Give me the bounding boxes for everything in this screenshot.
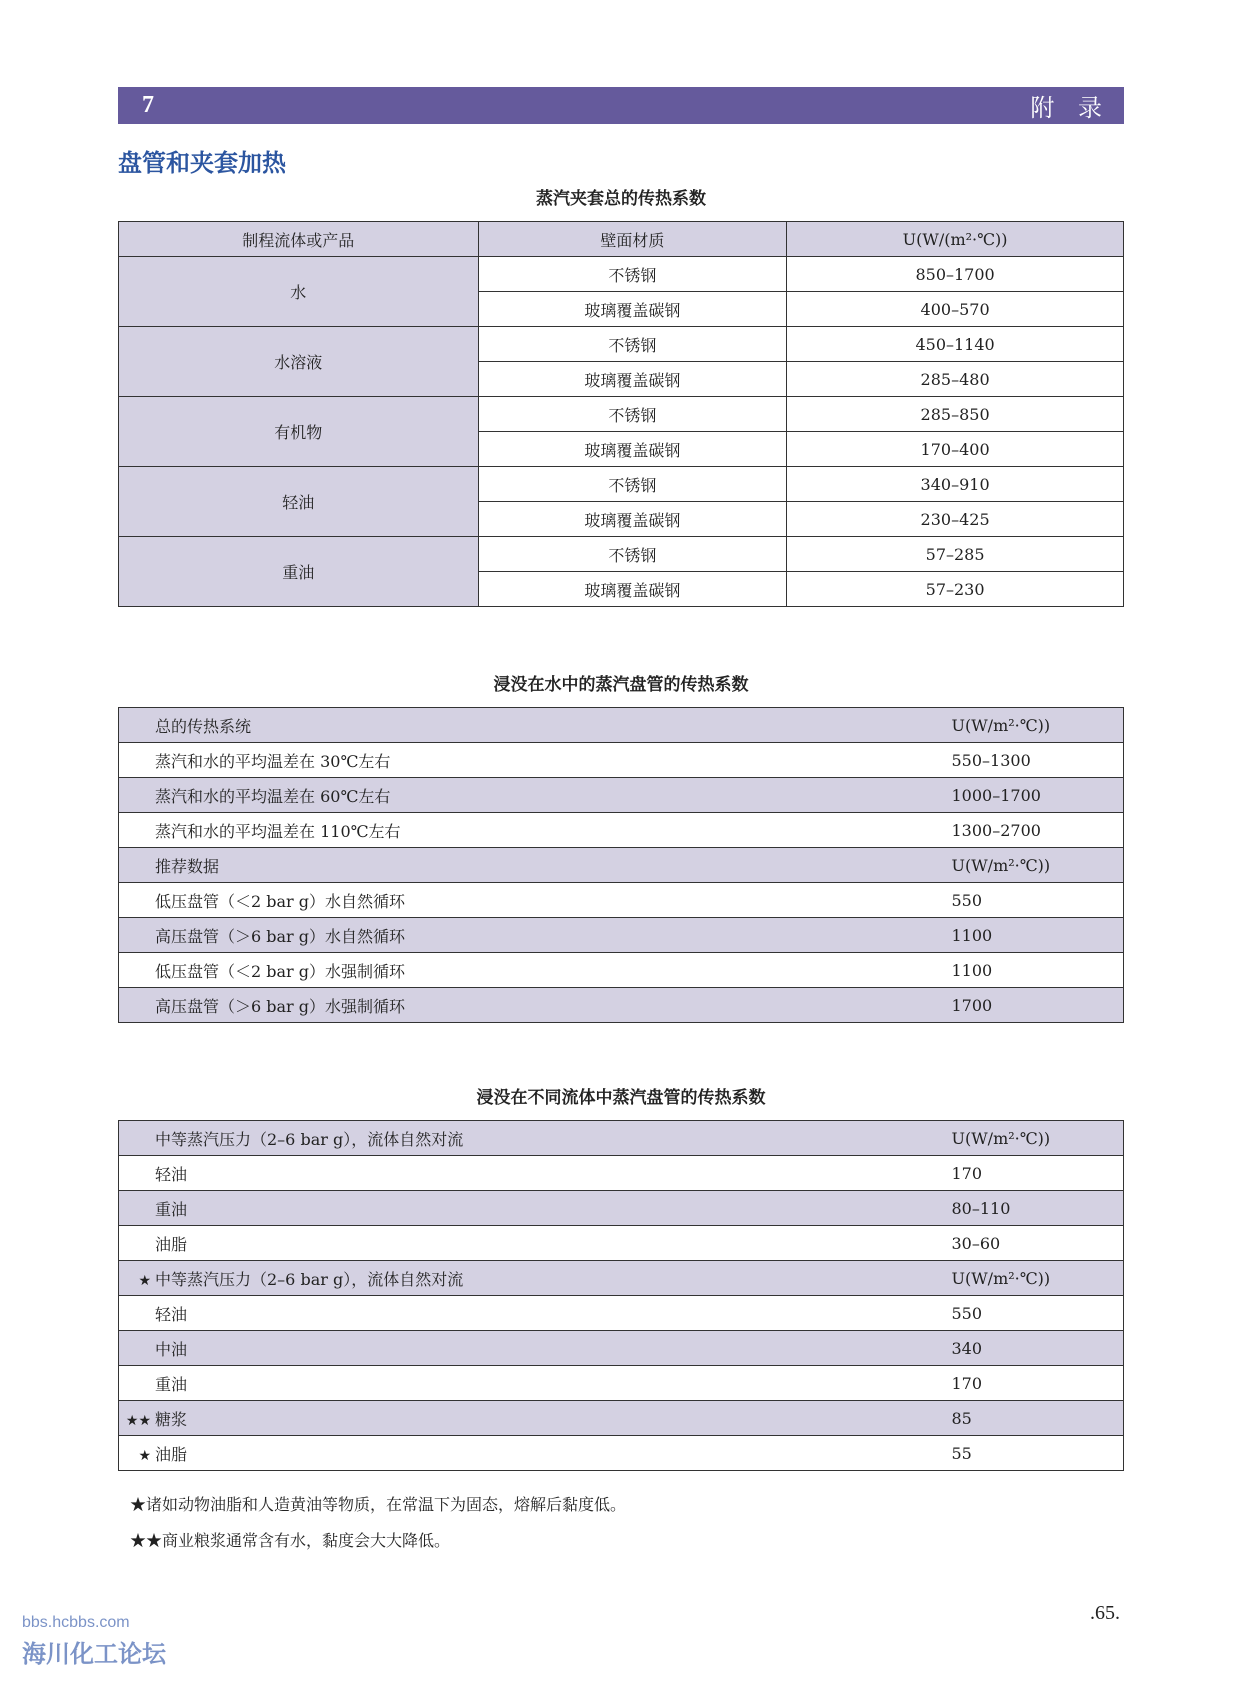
u-value-cell: U(W/m²·℃)) [952,1261,1124,1296]
u-value-cell: 550 [951,1303,983,1323]
row-label-text: 蒸汽和水的平均温差在 30℃左右 [155,751,391,771]
row-label-text: 低压盘管（＜2 bar g）水自然循环 [155,891,406,911]
watermark-name: 海川化工论坛 [22,1640,166,1668]
u-value-cell: 170 [951,1373,983,1393]
material-cell: 玻璃覆盖碳钢 [478,292,787,327]
footnote-2: ★★商业粮浆通常含有水，黏度会大大降低。 [130,1531,451,1550]
material-cell: 玻璃覆盖碳钢 [478,362,787,397]
row-label [119,813,952,848]
table-row [119,397,1124,432]
section-title: 盘管和夹套加热 [118,149,286,177]
table-row [119,1401,1124,1436]
u-value-cell: 80–110 [952,1191,1124,1226]
fluid-cell: 轻油 [119,467,479,537]
row-label-text: 糖浆 [155,1409,188,1429]
row-label-text: 重油 [155,1374,188,1394]
marker-text: ★ [138,1272,151,1289]
row-label [119,1366,952,1401]
water-coil-table [118,707,1124,1023]
row-label-text: 轻油 [155,1164,188,1184]
marker-text: ★ [138,1447,151,1464]
u-value-cell: 285–480 [787,362,1124,397]
row-label-text: 总的传热系统 [155,716,252,736]
row-label [119,1121,952,1156]
column-header: 制程流体或产品 [119,222,479,257]
fluid-cell: 水 [119,257,479,327]
u-value-cell: 30–60 [951,1233,1001,1253]
table-row [119,988,1124,1023]
row-label-text: 重油 [155,1199,188,1219]
row-label [119,1226,952,1261]
row-label-text: 中等蒸汽压力（2–6 bar g），流体自然对流 [155,1129,464,1149]
table1-caption: 蒸汽夹套总的传热系数 [536,189,706,209]
fluid-cell: 重油 [119,537,479,607]
u-value-cell: 57–230 [787,572,1124,607]
marker-text: ★★ [125,1412,151,1429]
row-label [119,743,952,778]
u-value-cell: 850–1700 [787,257,1124,292]
row-label-text: 中等蒸汽压力（2–6 bar g），流体自然对流 [155,1269,464,1289]
u-value-cell: 55 [951,1443,972,1463]
table-row [119,1121,1124,1156]
u-value-cell: 230–425 [787,502,1124,537]
table-row [119,848,1124,883]
u-value-cell: 170 [951,1163,983,1183]
page-number: .65. [1090,1602,1120,1624]
chapter-header-bar [118,87,1124,124]
row-label-text: 高压盘管（＞6 bar g）水自然循环 [155,926,406,946]
u-value-cell: U(W/m²·℃)) [952,708,1124,743]
table-row [119,1436,1124,1471]
fluid-cell: 水溶液 [119,327,479,397]
u-value-cell: 57–285 [787,537,1124,572]
material-cell: 不锈钢 [478,397,787,432]
table-row [119,1331,1124,1366]
material-cell: 玻璃覆盖碳钢 [478,432,787,467]
row-label [119,778,952,813]
jacket-table [118,221,1124,607]
footnote-1: ★诸如动物油脂和人造黄油等物质，在常温下为固态，熔解后黏度低。 [130,1495,627,1514]
row-label [119,1331,952,1366]
row-label-text: 低压盘管（＜2 bar g）水强制循环 [155,961,406,981]
u-value-cell: 450–1140 [787,327,1124,362]
table-row [119,918,1124,953]
material-cell: 不锈钢 [478,467,787,502]
table-row [119,1156,1124,1191]
column-header: U(W/(m²·℃)) [787,222,1124,257]
u-value-cell: 400–570 [787,292,1124,327]
table-row [119,743,1124,778]
header-row [119,222,1124,257]
u-value-cell: 1100 [951,960,993,980]
material-cell: 不锈钢 [478,327,787,362]
u-value-cell: 1000–1700 [952,778,1124,813]
row-label-text: 推荐数据 [155,856,220,876]
column-header: 壁面材质 [478,222,787,257]
material-cell: 玻璃覆盖碳钢 [478,572,787,607]
material-cell: 不锈钢 [478,257,787,292]
row-label-text: 油脂 [155,1444,188,1464]
u-value-cell: U(W/m²·℃)) [952,848,1124,883]
u-value-cell: 340 [952,1331,1124,1366]
u-value-cell: 1300–2700 [951,820,1041,840]
u-value-cell: 170–400 [787,432,1124,467]
u-value-cell: 285–850 [787,397,1124,432]
row-label-text: 中油 [155,1339,188,1359]
table-row [119,537,1124,572]
u-value-cell: 550 [951,890,983,910]
table-row [119,708,1124,743]
row-label-text: 轻油 [155,1304,188,1324]
table2-caption: 浸没在水中的蒸汽盘管的传热系数 [493,675,749,695]
table-row [119,778,1124,813]
row-label-text: 蒸汽和水的平均温差在 60℃左右 [155,786,391,806]
material-cell: 玻璃覆盖碳钢 [478,502,787,537]
u-value-cell: U(W/m²·℃)) [952,1121,1124,1156]
u-value-cell: 550–1300 [951,750,1031,770]
row-label-text: 高压盘管（＞6 bar g）水强制循环 [155,996,406,1016]
row-label-text: 蒸汽和水的平均温差在 110℃左右 [155,821,401,841]
row-label [119,848,952,883]
row-label [119,988,952,1023]
table3-caption: 浸没在不同流体中蒸汽盘管的传热系数 [476,1088,766,1108]
table-row [119,1366,1124,1401]
fluid-coil-table [118,1120,1124,1471]
watermark-url: bbs.hcbbs.com [22,1614,130,1631]
u-value-cell: 85 [952,1401,1124,1436]
row-label [119,883,952,918]
row-label [119,1261,952,1296]
table-row [119,1226,1124,1261]
row-label [119,708,952,743]
chapter-number: 7 [142,92,154,118]
material-cell: 不锈钢 [478,537,787,572]
table-row [119,257,1124,292]
table-row [119,1261,1124,1296]
row-label [119,1436,952,1471]
table-row [119,813,1124,848]
section-label: 附 录 [1030,94,1110,122]
row-label [119,953,952,988]
table-row [119,467,1124,502]
u-value-cell: 340–910 [787,467,1124,502]
row-label [119,918,952,953]
row-label [119,1296,952,1331]
table-row [119,953,1124,988]
table-row [119,1296,1124,1331]
u-value-cell: 1700 [952,988,1124,1023]
table-row [119,327,1124,362]
table-row [119,883,1124,918]
row-label [119,1156,952,1191]
row-label [119,1401,952,1436]
u-value-cell: 1100 [952,918,1124,953]
row-label-text: 油脂 [155,1234,188,1254]
table-row [119,1191,1124,1226]
row-label [119,1191,952,1226]
fluid-cell: 有机物 [119,397,479,467]
